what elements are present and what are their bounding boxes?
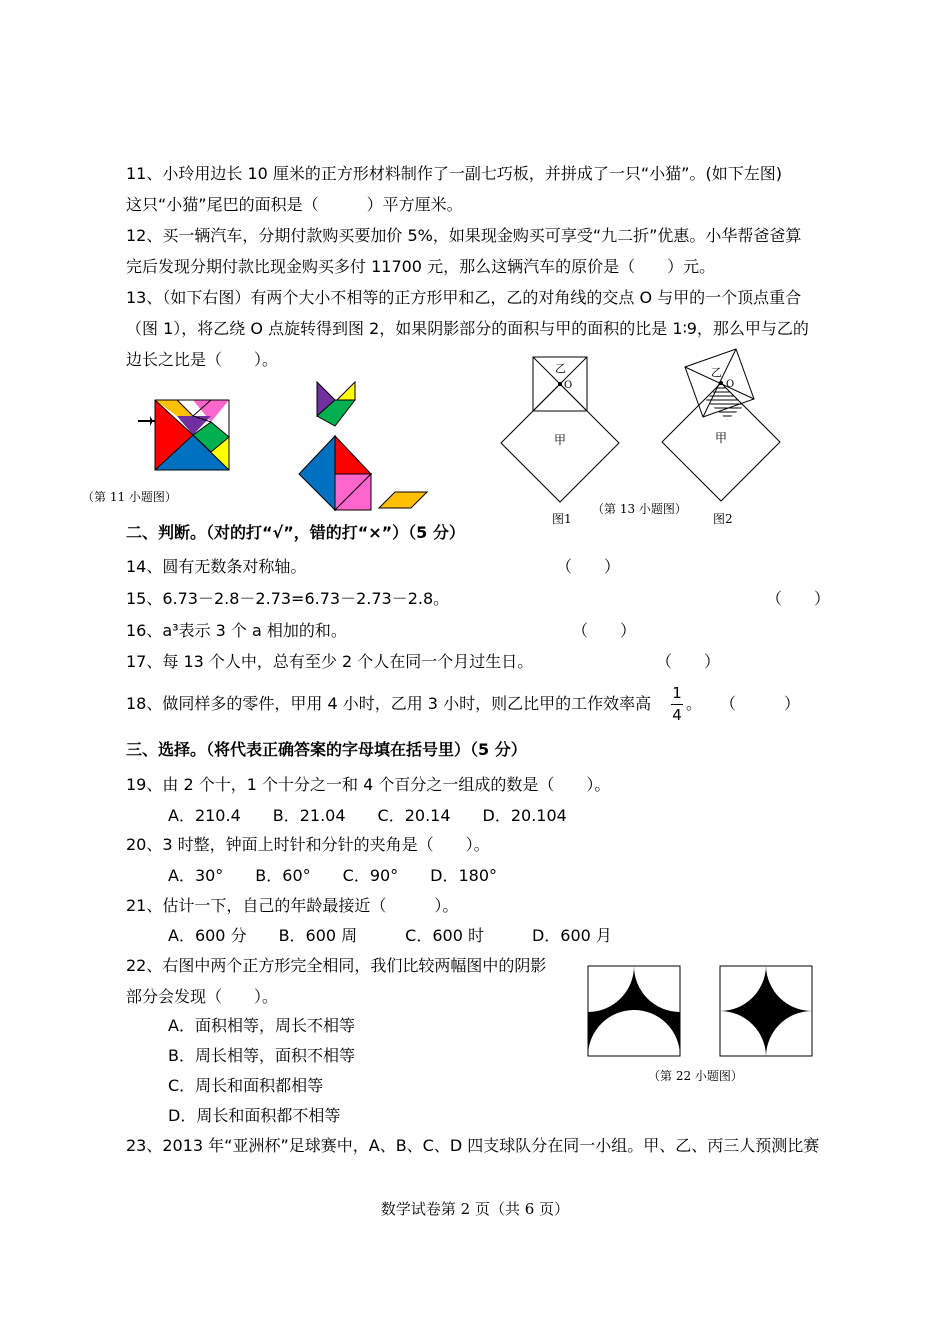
figure-13-label-1: 图1 (552, 512, 572, 526)
figure-13-label-jia-2: 甲 (715, 431, 728, 445)
section-2-title: 二、判断。（对的打“√”，错的打“×”）（5 分） (126, 523, 465, 542)
q17-answer-blank[interactable]: （ ） (656, 652, 721, 671)
figure-13-diagram-2 (658, 346, 783, 512)
q22-option-b: B．周长相等，面积不相等 (168, 1046, 355, 1065)
figure-13-label-jia: 甲 (554, 433, 567, 447)
q18-period: 。 (686, 694, 703, 713)
q18-fraction-bar (671, 704, 683, 705)
q16-text: 16、a³表示 3 个 a 相加的和。 (126, 621, 347, 640)
q17-text: 17、每 13 个人中，总有至少 2 个人在同一个月过生日。 (126, 652, 534, 671)
q13-line2: （图 1），将乙绕 O 点旋转得到图 2，如果阴影部分的面积与甲的面积的比是 1∶9，那么甲与乙的 (126, 319, 809, 338)
q19-text: 19、由 2 个十，1 个十分之一和 4 个百分之一组成的数是（ ）。 (126, 775, 611, 794)
q22-option-a: A．面积相等，周长不相等 (168, 1016, 355, 1035)
q21-text: 21、估计一下，自己的年龄最接近（ ）。 (126, 896, 459, 915)
figure-13-label-yi-2: 乙 (711, 366, 722, 379)
figure-13-label-o-2: O (726, 379, 735, 390)
figure-11-caption: （第 11 小题图） (82, 490, 177, 504)
tangram-square-figure (135, 396, 235, 476)
q22-line2: 部分会发现（ ）。 (126, 987, 279, 1006)
figure-13-diagram-1 (498, 354, 623, 514)
figure-13-label-2: 图2 (713, 512, 733, 526)
q12-line1: 12、买一辆汽车，分期付款购买要加价 5%，如果现金购买可享受“九二折”优惠。小华帮爸爸算 (126, 226, 802, 245)
figure-22-caption: （第 22 小题图） (648, 1069, 743, 1083)
figure-13-caption: （第 13 小题图） (592, 502, 687, 516)
q21-options: A．600 分 B．600 周 C．600 时 D．600 月 (168, 926, 612, 945)
q16-answer-blank[interactable]: （ ） (572, 621, 637, 640)
q15-text: 15、6.73－2.8－2.73=6.73－2.73－2.8。 (126, 589, 450, 608)
q18-fraction-numerator: 1 (672, 684, 682, 702)
q23-line1: 23、2013 年“亚洲杯”足球赛中，A、B、C、D 四支球队分在同一小组。甲、乙、丙三人预测比赛 (126, 1136, 820, 1155)
q18-answer-blank[interactable]: （ ） (720, 694, 801, 713)
q20-options: A．30° B．60° C．90° D．180° (168, 866, 498, 885)
section-3-title: 三、选择。（将代表正确答案的字母填在括号里）（5 分） (126, 740, 527, 759)
q15-answer-blank[interactable]: （ ） (766, 589, 831, 608)
page-footer: 数学试卷第 2 页（共 6 页） (380, 1200, 570, 1218)
figure-22-left-square (586, 964, 682, 1058)
q11-line1: 11、小玲用边长 10 厘米的正方形材料制作了一副七巧板，并拼成了一只“小猫”。(如下左图) (126, 164, 782, 183)
q22-option-c: C．周长和面积都相等 (168, 1076, 324, 1095)
q19-options: A．210.4 B．21.04 C．20.14 D．20.104 (168, 806, 567, 825)
q18-fraction-denominator: 4 (672, 706, 682, 724)
q12-line2: 完后发现分期付款比现金购买多付 11700 元，那么这辆汽车的原价是（ ）元。 (126, 257, 716, 276)
q13-line1: 13、（如下右图）有两个大小不相等的正方形甲和乙，乙的对角线的交点 O 与甲的一个顶点重合 (126, 288, 802, 307)
q11-line2: 这只“小猫”尾巴的面积是（ ）平方厘米。 (126, 195, 463, 214)
q20-text: 20、3 时整，钟面上时针和分针的夹角是（ ）。 (126, 835, 490, 854)
q13-line3: 边长之比是（ ）。 (126, 350, 279, 369)
figure-13-label-o: O (564, 380, 573, 391)
q14-text: 14、圆有无数条对称轴。 (126, 557, 307, 576)
figure-22-right-square (718, 964, 814, 1058)
tangram-cat-figure (295, 378, 435, 514)
q22-line1: 22、右图中两个正方形完全相同，我们比较两幅图中的阴影 (126, 956, 547, 975)
figure-13-label-yi: 乙 (555, 362, 566, 375)
q18-text: 18、做同样多的零件，甲用 4 小时，乙用 3 小时，则乙比甲的工作效率高 (126, 694, 652, 713)
q14-answer-blank[interactable]: （ ） (556, 557, 621, 576)
q22-option-d: D．周长和面积都不相等 (168, 1106, 341, 1125)
